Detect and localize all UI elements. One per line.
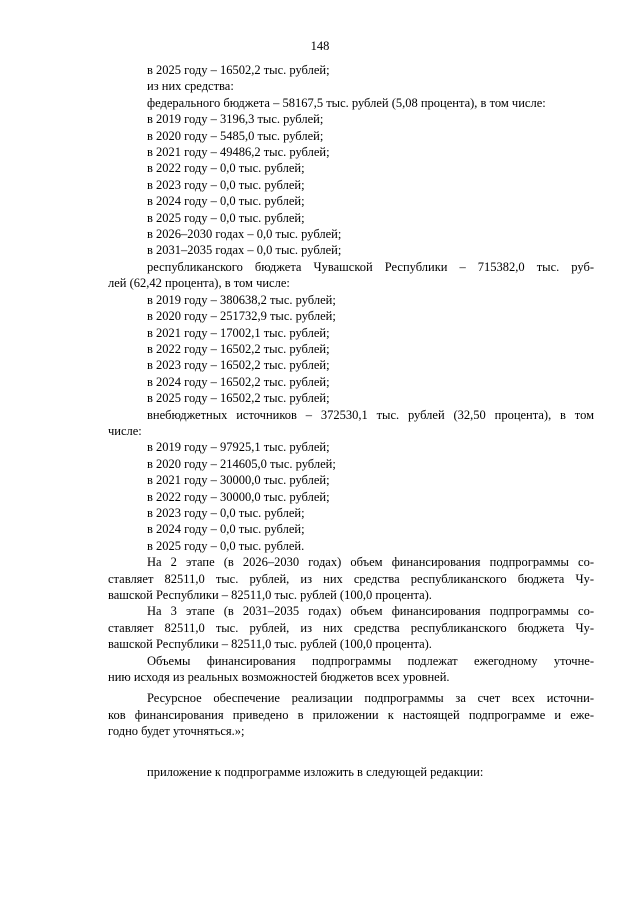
text-line: в 2025 году – 0,0 тыс. рублей; — [147, 210, 305, 225]
text-line: в 2021 году – 30000,0 тыс. рублей; — [147, 473, 330, 488]
text-line: в 2024 году – 16502,2 тыс. рублей; — [147, 374, 330, 389]
text-line: внебюджетных источников – 372530,1 тыс. рублей (32,50 процента), в том — [147, 407, 594, 422]
text-line: нию исходя из реальных возможностей бюджетов всех уровней. — [108, 670, 450, 685]
text-line: в 2019 году – 380638,2 тыс. рублей; — [147, 292, 336, 307]
text-line: республиканского бюджета Чувашской Республики – 715382,0 тыс. руб- — [147, 259, 594, 274]
text-line: годно будет уточняться.»; — [108, 724, 245, 739]
text-line: в 2024 году – 0,0 тыс. рублей; — [147, 194, 305, 209]
text-line: На 3 этапе (в 2031–2035 годах) объем финансирования подпрограммы со- — [147, 604, 594, 619]
text-line: в 2031–2035 годах – 0,0 тыс. рублей; — [147, 243, 342, 258]
text-line: в 2019 году – 97925,1 тыс. рублей; — [147, 440, 330, 455]
text-line: в 2025 году – 16502,2 тыс. рублей; — [147, 391, 330, 406]
text-line: из них средства: — [147, 79, 234, 94]
page-number: 148 — [310, 39, 330, 53]
text-line: в 2022 году – 16502,2 тыс. рублей; — [147, 341, 330, 356]
text-line: в 2019 году – 3196,3 тыс. рублей; — [147, 112, 324, 127]
text-line: ставляет 82511,0 тыс. рублей, из них средства республиканского бюджета Чу- — [108, 571, 594, 586]
text-line: федерального бюджета – 58167,5 тыс. рублей (5,08 процента), в том числе: — [147, 95, 546, 110]
text-line: вашской Республики – 82511,0 тыс. рублей (100,0 процента). — [108, 588, 432, 602]
text-line: в 2022 году – 0,0 тыс. рублей; — [147, 161, 305, 176]
document-body — [108, 62, 594, 780]
text-line: в 2024 году – 0,0 тыс. рублей; — [147, 522, 305, 537]
text-line: в 2025 году – 0,0 тыс. рублей. — [147, 538, 305, 553]
text-line: в 2020 году – 5485,0 тыс. рублей; — [147, 128, 324, 143]
text-line: в 2026–2030 годах – 0,0 тыс. рублей; — [147, 227, 342, 242]
text-line: ставляет 82511,0 тыс. рублей, из них средства республиканского бюджета Чу- — [108, 620, 594, 635]
text-line: в 2023 году – 16502,2 тыс. рублей; — [147, 358, 330, 373]
text-line: числе: — [108, 423, 142, 438]
text-line: ков финансирования приведено в приложении к настоящей подпрограмме и еже- — [108, 707, 594, 722]
text-line: Объемы финансирования подпрограммы подлежат ежегодному уточне- — [147, 653, 594, 668]
text-line: в 2023 году – 0,0 тыс. рублей; — [147, 505, 305, 520]
text-line: в 2023 году – 0,0 тыс. рублей; — [147, 177, 305, 192]
text-line: лей (62,42 процента), в том числе: — [108, 276, 290, 291]
paragraph-gap — [108, 740, 594, 764]
text-line: в 2020 году – 251732,9 тыс. рублей; — [147, 309, 336, 324]
text-line: в 2022 году – 30000,0 тыс. рублей; — [147, 489, 330, 504]
text-line: в 2020 году – 214605,0 тыс. рублей; — [147, 456, 336, 471]
text-line: вашской Республики – 82511,0 тыс. рублей (100,0 процента). — [108, 637, 432, 652]
text-line: Ресурсное обеспечение реализации подпрограммы за счет всех источни- — [147, 691, 594, 706]
text-line: приложение к подпрограмме изложить в следующей редакции: — [147, 764, 484, 779]
text-line: На 2 этапе (в 2026–2030 годах) объем финансирования подпрограммы со- — [147, 555, 594, 570]
text-line: в 2021 году – 17002,1 тыс. рублей; — [147, 325, 330, 340]
text-line: в 2021 году – 49486,2 тыс. рублей; — [147, 145, 330, 160]
text-line: в 2025 году – 16502,2 тыс. рублей; — [147, 63, 330, 77]
